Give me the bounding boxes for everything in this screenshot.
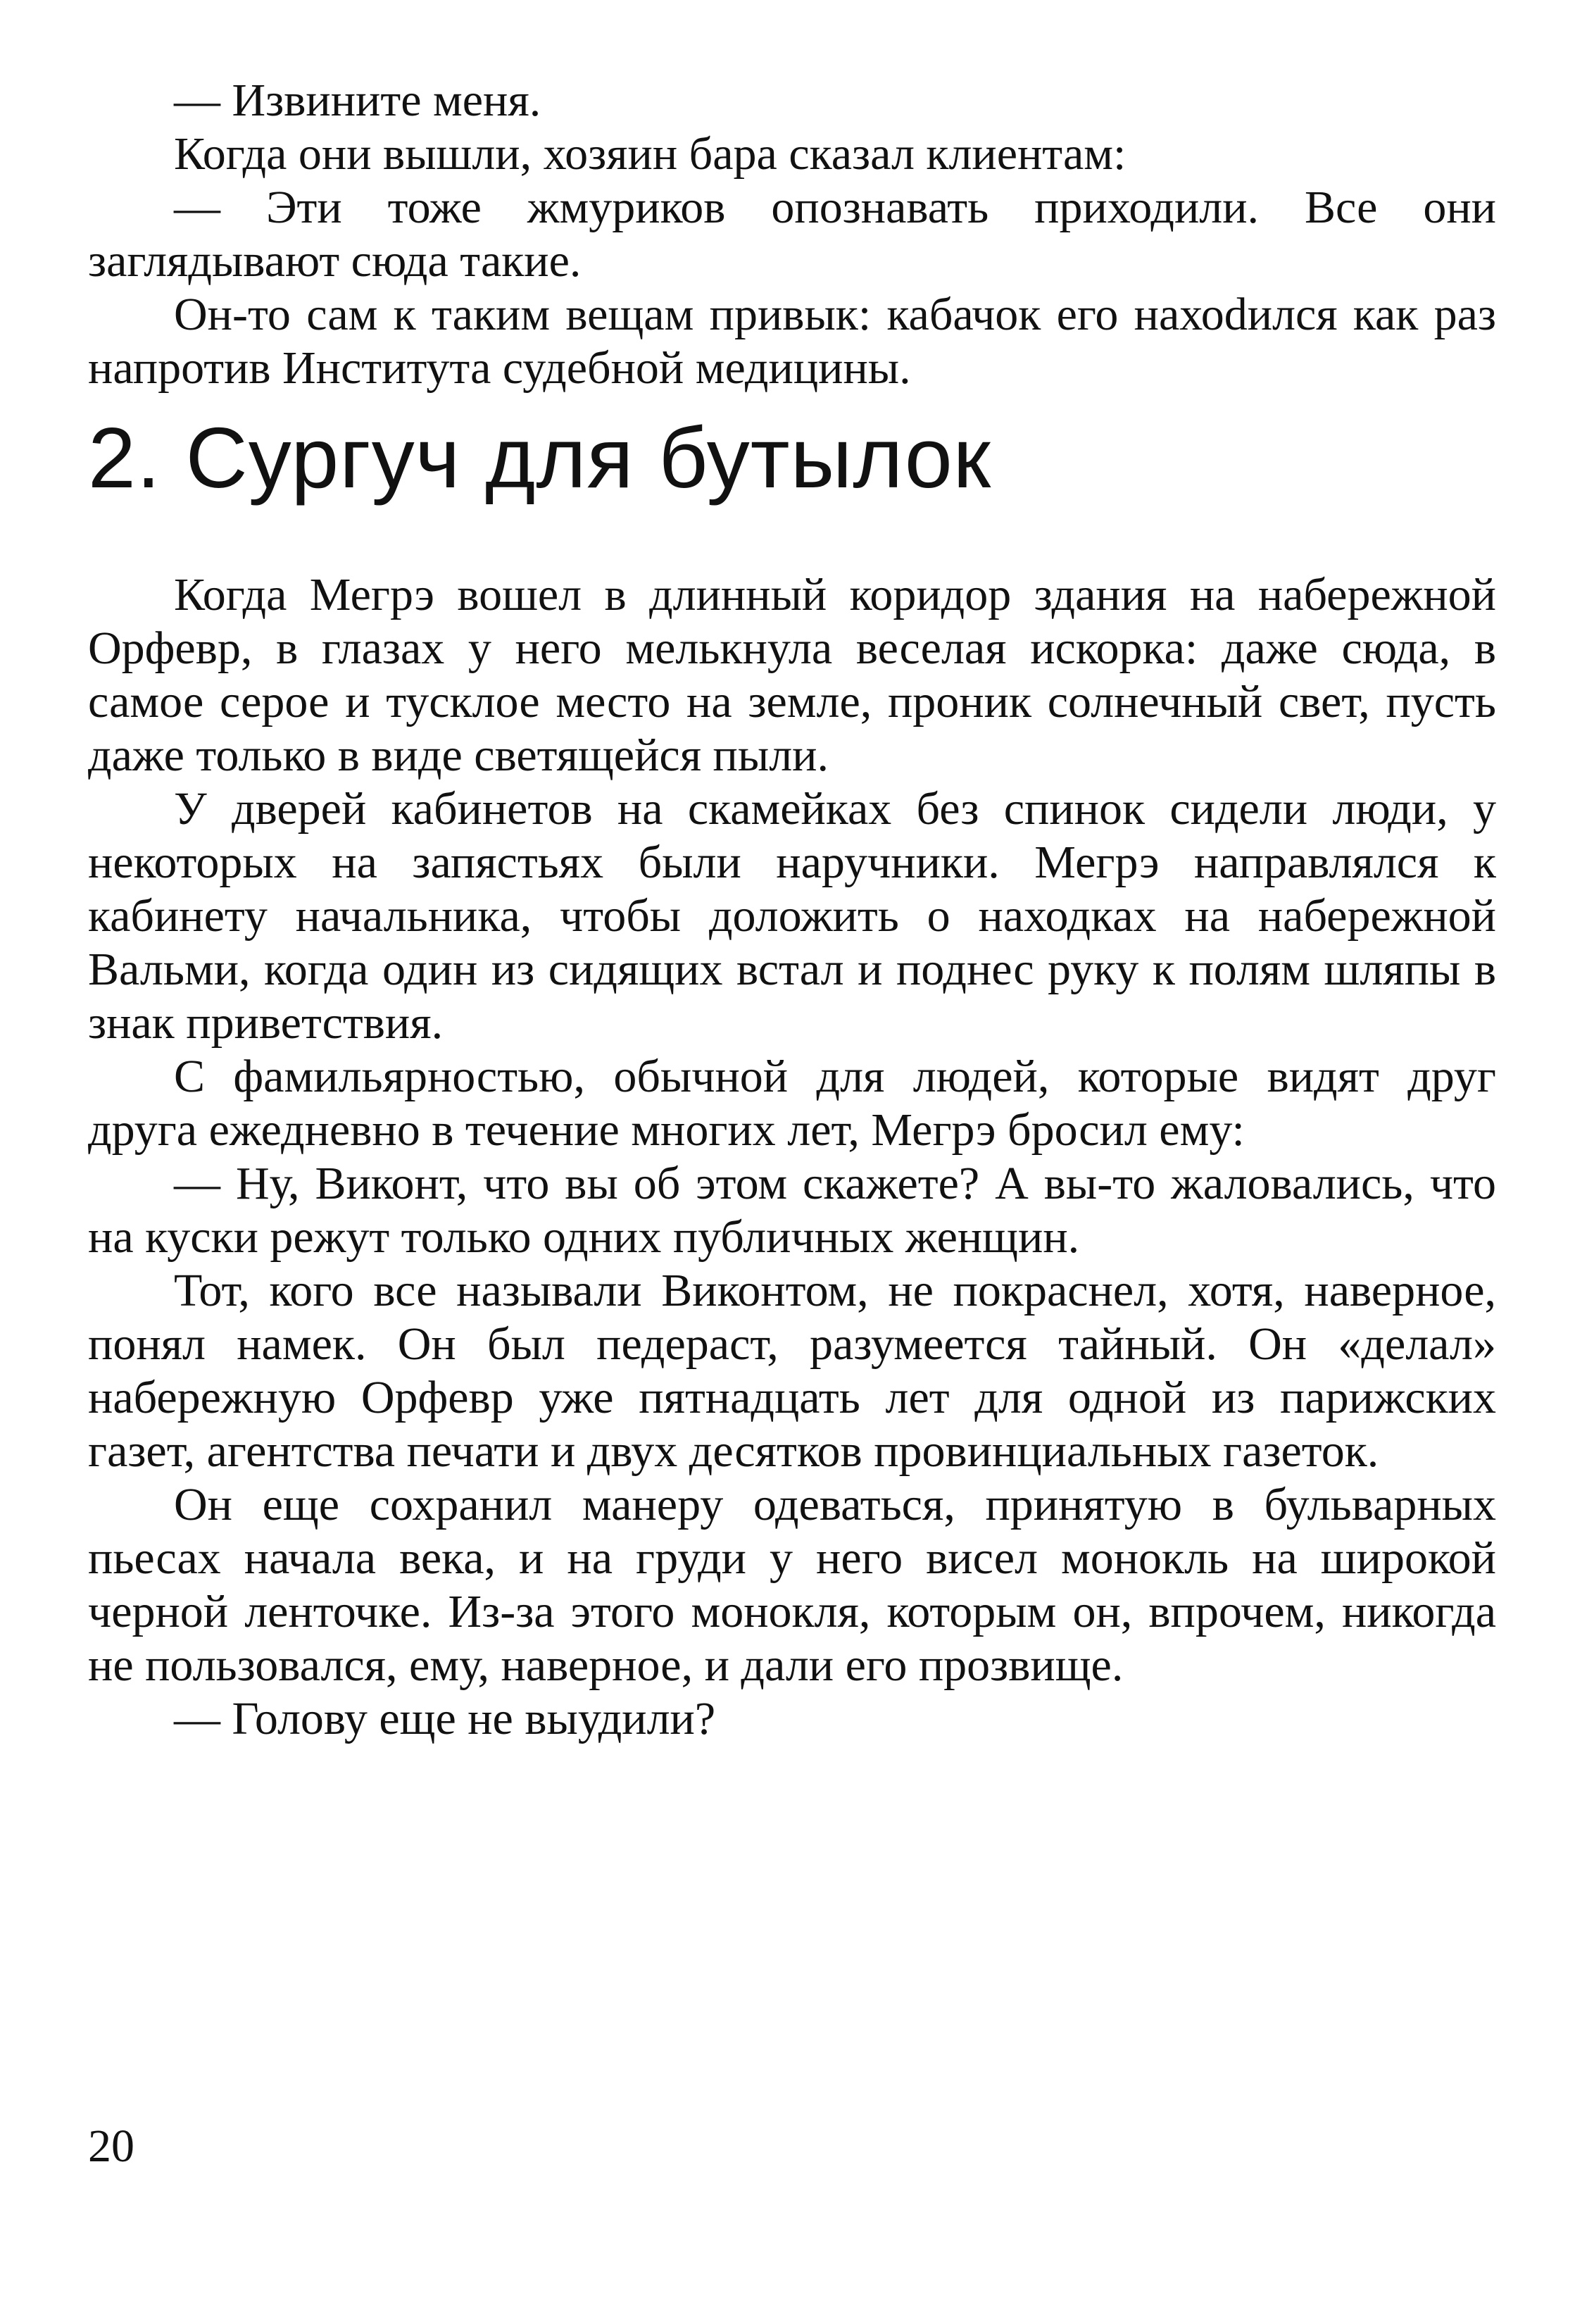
dialogue-line: — Ну, Виконт, что вы об этом скажете? А вы-то жаловались, что на куски режут только одних публичных женщин. bbox=[88, 1158, 1496, 1263]
paragraph: С фамильярностью, обычной для людей, которые видят друг друга ежедневно в течение многих лет, Мегрэ бросил ему: bbox=[88, 1051, 1496, 1156]
paragraph: Когда они вышли, хозяин бара сказал клиентам: bbox=[174, 128, 1127, 180]
dialogue-line: — Голову еще не выудили? bbox=[174, 1693, 716, 1744]
paragraph: Тот, кого все называли Виконтом, не покраснел, хотя, наверное, понял намек. Он был педераст, разумеется тайный. Он «делал» набережную Орфевр уже пятнадцать лет для одной из парижских газет, агентства печати и двух десятков провинциальных газеток. bbox=[88, 1265, 1496, 1477]
paragraph: Когда Мегрэ вошел в длинный коридор здания на набережной Орфевр, в глазах у него мелькнула веселая искорка: даже сюда, в самое серое и тусклое место на земле, проник солнечный свет, пусть даже только в виде светящейся пыли. bbox=[88, 569, 1496, 781]
page-number: 20 bbox=[88, 2120, 134, 2172]
book-page bbox=[88, 74, 1496, 2292]
paragraph: У дверей кабинетов на скамейках без спинок сидели люди, у некоторых на запястьях были наручники. Мегрэ направлялся к кабинету начальника, чтобы доложить о находках на набережной Вальми, когда один из сидящих встал и поднес руку к полям шляпы в знак приветствия. bbox=[88, 783, 1496, 1049]
paragraph: Он-то сам к таким вещам привык: кабачок его нахоdился как раз напротив Института судебной медицины. bbox=[88, 289, 1496, 394]
paragraph: Он еще сохранил манеру одеваться, принятую в бульварных пьесах начала века, и на груди у него висел монокль на широкой черной ленточке. Из-за этого монокля, которым он, впрочем, никогда не пользовался, ему, наверное, и дали его прозвище. bbox=[88, 1479, 1496, 1691]
dialogue-line: — Эти тоже жмуриков опознавать приходили. Все они заглядывают сюда такие. bbox=[88, 182, 1496, 287]
chapter-heading: 2. Сургуч для бутылок bbox=[88, 410, 992, 506]
dialogue-line: — Извините меня. bbox=[174, 75, 541, 126]
